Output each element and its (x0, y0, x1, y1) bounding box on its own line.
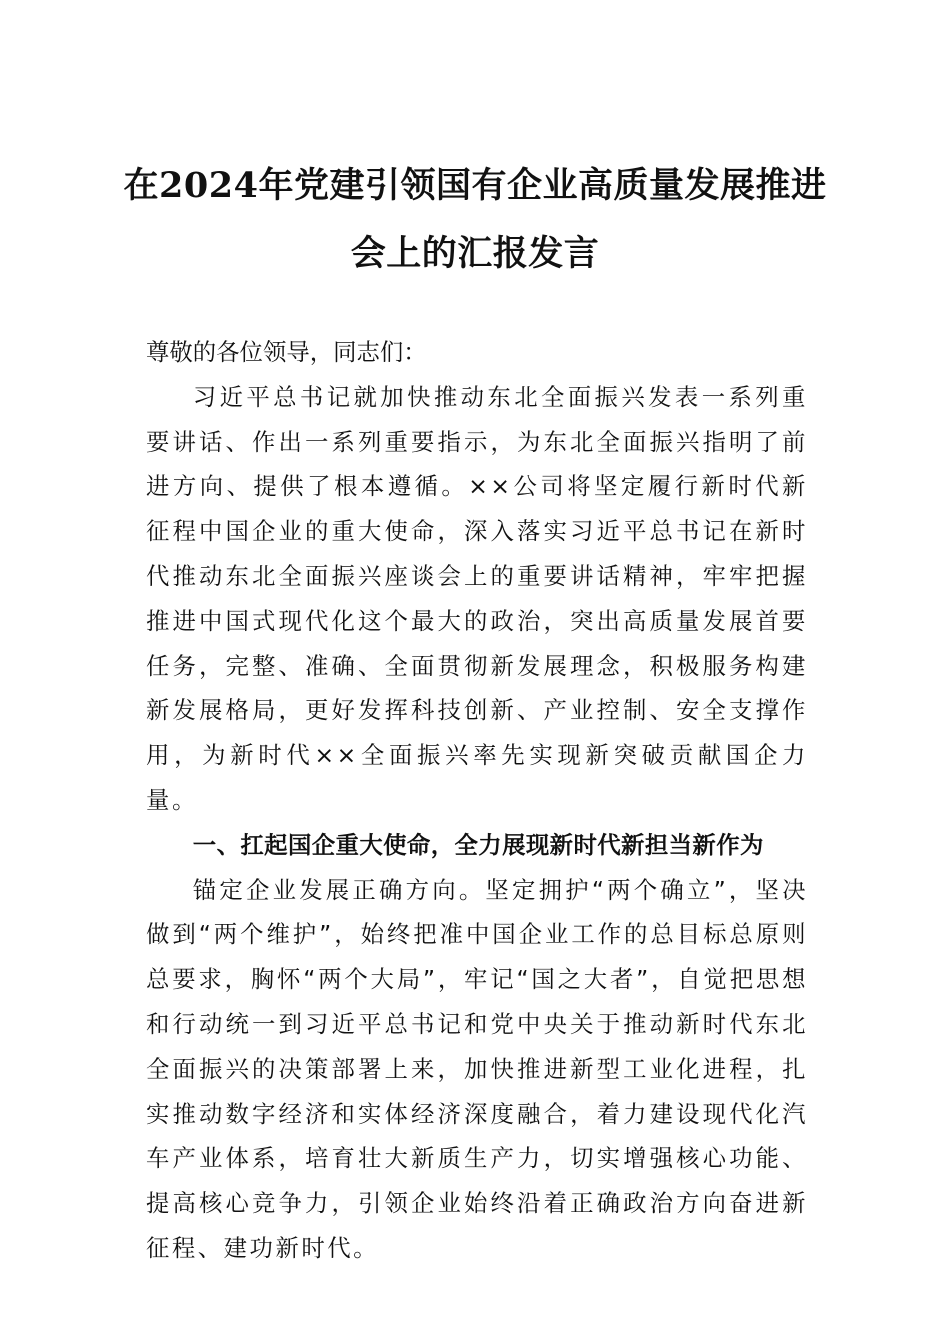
document-body (146, 330, 808, 1271)
section-heading-1: 一、扛起国企重大使命，全力展现新时代新担当新作为 (192, 830, 764, 859)
salutation: 尊敬的各位领导，同志们： (146, 338, 427, 366)
section-1-paragraph: 锚定企业发展正确方向。坚定拥护“两个确立”，坚决做到“两个维护”，始终把准中国企业工作的总目标总原则总要求，胸怀“两个大局”，牢记“国之大者”，自觉把思想和行动统一到习近平总书记和党中央关于推动新时代东北全面振兴的决策部署上来，加快推进新型工业化进程，扎实推动数字经济和实体经济深度融合，着力建设现代化汽车产业体系，培育壮大新质生产力，切实增强核心功能、提高核心竞争力，引领企业始终沿着正确政治方向奋进新征程、建功新时代。 (146, 875, 808, 1262)
intro-paragraph: 习近平总书记就加快推动东北全面振兴发表一系列重要讲话、作出一系列重要指示，为东北全面振兴指明了前进方向、提供了根本遵循。××公司将坚定履行新时代新征程中国企业的重大使命，深入落实习近平总书记在新时代推动东北全面振兴座谈会上的重要讲话精神，牢牢把握推进中国式现代化这个最大的政治，突出高质量发展首要任务，完整、准确、全面贯彻新发展理念，积极服务构建新发展格局，更好发挥科技创新、产业控制、安全支撑作用，为新时代××全面振兴率先实现新突破贡献国企力量。 (146, 382, 808, 814)
document-title: 在2024年党建引领国有企业高质量发展推进会上的汇报发言 (123, 165, 827, 274)
